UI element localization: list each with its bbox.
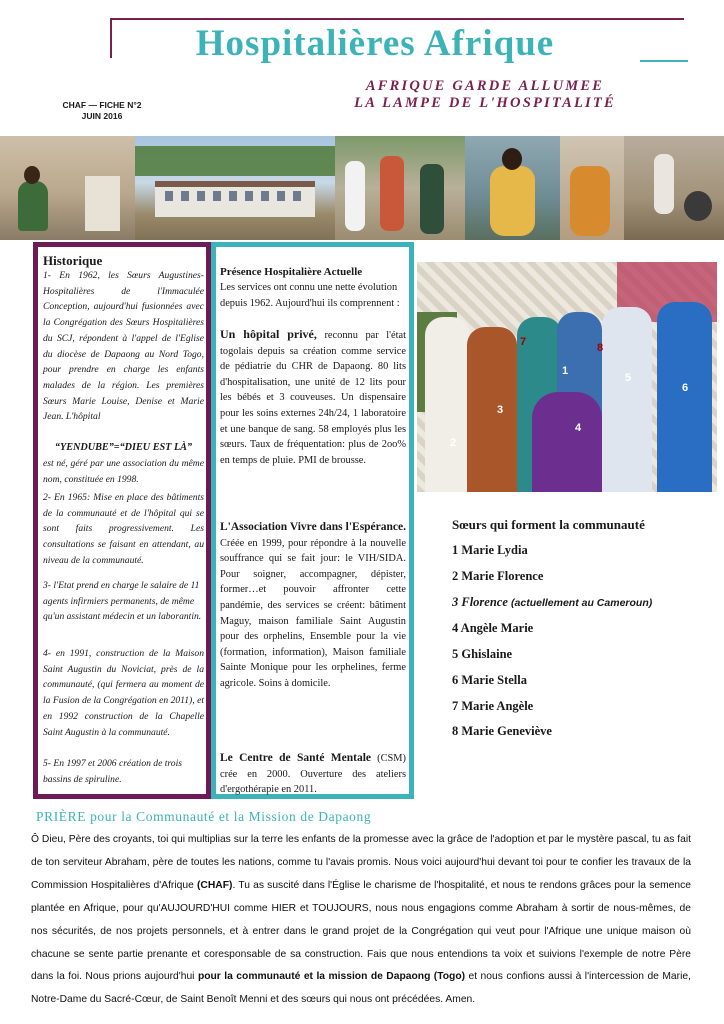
member-3 <box>452 595 652 610</box>
sister-figure <box>602 307 652 492</box>
presence-csm <box>220 751 406 798</box>
fiche-number: CHAF — FICHE N°2 <box>62 100 142 110</box>
historique-paragraph-1: 1- En 1962, les Sœurs Augustines-Hospitalières de l'Immaculée Conception, aujourd'hui fusionnées avec la Congrégation des Sœurs Hospitalières du SCJ, répondent à l'appel de l'Eglise du diocèse de Dapaong au Nord Togo, pour prendre en charge les enfants malades de la région. Les premières Sœurs Marie Louise, Denise et Marie Jean. L'hôpital <box>43 270 204 423</box>
presence-association <box>220 520 406 692</box>
historique-quote: “YENDUBE”=“DIEU EST LÀ” <box>54 442 193 453</box>
member-4: 4 Angèle Marie <box>452 621 534 635</box>
csm-text: (CSM) crée en 2000. Ouverture des ateliers d'ergothérapie en 2011. <box>220 753 406 796</box>
prayer-text-part-2: . Tu as suscité dans l'Église le charisme de l'hospitalité, et nous te rendons grâces pour la semence plantée en Afrique, pour qu'AUJOURD'HUI comme HIER et TOUJOURS, nous nous engagions comme Abraham à sortir de nous-mêmes, de nos sécurités, de nos projets personnels, et à entrer dans le grand projet de la Congrégation qui veut pour l'Afrique une unique maison où chacune se sente partie prenante et coresponsable de sa construction. Fais que nous entendions ta voix et suivions l'exemple de notre Père dans la foi. Nous prions aujourd'hui <box>31 879 691 983</box>
motto-line-2: LA LAMPE DE L'HOSPITALITÉ <box>354 95 616 111</box>
presence-intro: Les services ont connu une nette évolution depuis 1962. Aujourd'hui ils comprennent : <box>220 282 400 309</box>
member-7: 7 Marie Angèle <box>452 699 534 713</box>
prayer-text-part-1: Ô Dieu, Père des croyants, toi qui multiplias sur la terre les enfants de la promesse avec la grâce de l'adoption et par le mystère pascal, tu as fait de ton serviteur Abraham, père de toutes les nations, comme tu l'avais promis. Nous voici aujourd'hui devant toi pour te confier les travaux de la Commission Hospitalières d'Afrique <box>31 834 691 891</box>
presence-title: Présence Hospitalière Actuelle <box>220 266 363 278</box>
presence-hopital <box>220 327 406 468</box>
csm-heading: Le Centre de Santé Mentale <box>220 752 372 764</box>
motto-line-1: AFRIQUE GARDE ALLUMEE <box>365 78 605 94</box>
photo-number: 4 <box>575 422 582 434</box>
historique-paragraph-2: 2- En 1965: Mise en place des bâtiments de la communauté et de l'hôpital qui se sont faits progressivement. Les consultations se faisant en attendant, au niveau de la communauté. <box>43 492 204 566</box>
photo-number: 6 <box>682 382 689 394</box>
community-photo <box>417 262 717 492</box>
prayer-text <box>31 829 691 1012</box>
photo-cooking <box>624 136 724 240</box>
page-title: Hospitalières Afrique <box>195 23 555 64</box>
photo-strip <box>0 136 724 240</box>
photo-number: 1 <box>562 365 569 377</box>
member-8: 8 Marie Geneviève <box>452 724 552 738</box>
sister-figure <box>657 302 712 492</box>
association-heading: L'Association Vivre dans l'Espérance. <box>220 521 406 533</box>
member-5: 5 Ghislaine <box>452 647 513 661</box>
association-text: Créée en 1999, pour répondre à la nouvelle souffrance qui se fait jour: le VIH/SIDA. Pour soigner, accompagner, dépister, former…et pouvoir affronter cette pandémie, des services se créent: bâtiment Maguy, maison familiale Saint Augustin pour des orphelins, Ensemble pour la vie (formation, information), Maison familiale Sainte Monique pour les orphelines, ferme agricole. Soins à domicile. <box>220 537 406 689</box>
sister-figure <box>425 317 470 492</box>
prayer-intention: pour la communauté et la mission de Dapaong (Togo) <box>197 971 466 983</box>
historique-paragraph-4: 4- en 1991, construction de la Maison Saint Augustin du Noviciat, près de la communauté, (qui fermera au moment de la Fusion de la Congrégation en 2011), et en 1992 construction de la Chapelle Saint Augustin à la communauté. <box>43 648 204 738</box>
member-6: 6 Marie Stella <box>452 673 527 687</box>
photo-number: 7 <box>520 336 527 348</box>
header-accent-line <box>110 18 684 20</box>
header-accent-dash <box>640 60 688 62</box>
header-accent-vertical <box>110 18 112 58</box>
historique-paragraph-1-end: est né, géré par une association du même nom, constituée en 1998. <box>43 458 204 485</box>
historique-title: Historique <box>43 253 103 268</box>
fiche-date: JUIN 2016 <box>81 111 123 121</box>
prayer-title: PRIÈRE pour la Communauté et la Mission de Dapaong <box>36 809 372 824</box>
photo-nurses <box>335 136 465 240</box>
member-1: 1 Marie Lydia <box>452 543 528 557</box>
historique-paragraph-5: 5- En 1997 et 2006 création de trois bassins de spiruline. <box>43 758 183 785</box>
fiche-label <box>32 100 172 122</box>
prayer-chaf: (CHAF) <box>197 879 233 891</box>
photo-mother-baby <box>560 136 624 240</box>
historique-paragraph-3: 3- l'Etat prend en charge le salaire de 11 agents infirmiers permanents, de même qu'un assistant médecin et un laborantin. <box>43 580 202 623</box>
community-title: Sœurs qui forment la communauté <box>452 517 645 532</box>
hopital-heading: Un hôpital privé, <box>220 327 317 341</box>
photo-hospital-building <box>135 136 335 240</box>
member-3-name: 3 Florence <box>452 595 508 609</box>
hopital-text: reconnu par l'état togolais depuis sa création comme service de pédiatrie du CHR de Dapaong. 80 lits d'hospitalisation, une unité de 12 lits pour les bébés et 3 couveuses. Un dispensaire pour les soins externes 24h/24, 1 laboratoire et une banque de sang. 58 employés plus les sœurs. Taux de fréquentation: plus de 2oo% en temps de pluie. PMI de brousse. <box>220 330 406 466</box>
photo-woman-sitting <box>0 136 135 240</box>
prayer-text-part-3: et nous confions aussi à l'intercession de Marie, Notre-Dame du Sacré-Cœur, de Saint Benoît Menni et des sœurs qui nous ont précédées. Amen. <box>31 971 691 1006</box>
sister-figure <box>467 327 517 492</box>
photo-number: 2 <box>450 437 457 449</box>
member-3-note: (actuellement au Cameroun) <box>511 597 653 609</box>
sister-figure <box>532 392 602 492</box>
photo-mother-child <box>465 136 560 240</box>
member-2: 2 Marie Florence <box>452 569 544 583</box>
photo-number: 3 <box>497 404 504 416</box>
photo-number: 5 <box>625 372 632 384</box>
photo-number: 8 <box>597 342 604 354</box>
